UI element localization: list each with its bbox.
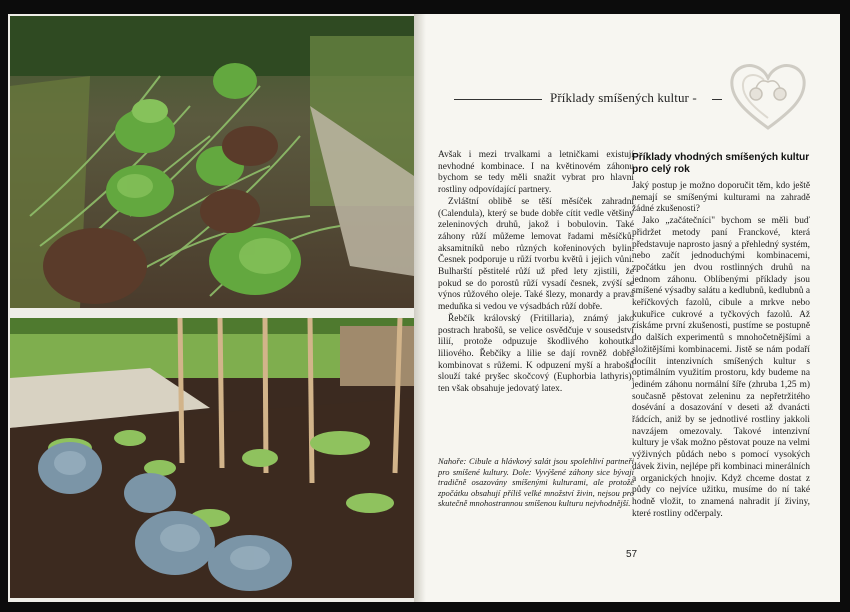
- paragraph: Avšak i mezi trvalkami a letničkami existují nevhodné kombinace. I na květinovém záhonu bychom se tedy měli snažit vybrat pro hlavní rostliny odpovídající partnery.: [438, 150, 634, 196]
- section-title-dash: -: [692, 90, 697, 105]
- header-rule-left: [454, 99, 542, 100]
- paragraph: Řebčík královský (Fritillaria), známý jako postrach hrabošů, se velice osvědčuje v sousedství lilií, protože odpuzuje škodlivého kohoutka liliového. Řebčíky a lilie se dají rovněž dobře kombinovat s růžemi. K odpuzení myší a hrabošů slouží také pryšec skočcový (Euphorbia lathyris), ten však obsahuje jedovatý latex.: [438, 313, 634, 395]
- paragraph: Zvláštní oblibě se těší měsíček zahradní (Calendula), který se bude dobře cítit vedle většiny zeleninových druhů, jakož i bobulovin. Také záhony růží můžeme lemovat řadami měsíčků, aksamitníků nebo různých kořeninových bylin. Česnek podporuje u růží tvorbu květů i jejich vůni. Bulharští pěstitelé růží už před lety zjistili, že pokud se do porostů růží vysadí česnek, zvýší se výnos růžového oleje. Také šlezy, monardy a pravá meduňka si vedou ve výsadbách růží dobře.: [438, 196, 634, 313]
- text-column-right: [632, 152, 810, 520]
- photo-caption: Nahoře: Cibule a hlávkový salát jsou spolehliví partneři pro smíšené kultury. Dole: Vyvýšené záhony sice bývají tradičně osazovány smíšenými kulturami, ale protože zpočátku obsahují příliš velké množství živin, nejsou pro skutečně mnohostrannou smíšenou kulturu nejvhodnější.: [438, 456, 634, 509]
- book-gutter: [414, 14, 426, 602]
- text-column-left: [438, 150, 634, 396]
- paragraph: Jaký postup je možno doporučit těm, kdo ještě nemají se smíšenými kulturami na zahradě žádné zkušenosti?: [632, 181, 810, 215]
- paragraph: Jako „začátečníci" bychom se měli buď přidržet metody paní Franckové, která představuje naprosto jasný a přehledný systém, nebo začít jednoduchými kombinacemi, zpočátku jen dvou rostlinných druhů na jednom záhonu. Oblíbenými příklady jsou smíšené výsadby salátu a kedlubnů, kedlubnů a keříčkových fazolů, cibule a mrkve nebo kukuřice cukrové a tyčkových fazolů. Až získáme první zkušenosti, pustíme se postupně do dalších experimentů s mnohočetnějšími a složitějšími kombinacemi. Jistě se nám podaří docílit intenzivních smíšených kultur s optimálním využitím prostoru, kdy budeme na jediném záhonu normální šíře (zhruba 1,25 m) současně pěstovat zeleninu za nepřetržitého dosévání a dosazování v deseti až dvanácti řádcích, aniž by se jednotlivé rostliny jakkoli navzájem omezovaly. Takové intenzivní kultury je však možno pěstovat pouze na velmi výživných půdách nebo s pomocí vysokých dávek živin, nejlépe při kombinaci minerálních a organických hnojiv. Když chceme dostat z půdy co nejvíce užitku, musíme do ní také hodně vložit, to znamená nahradit jí živiny, které rostliny odčerpaly.: [632, 216, 810, 519]
- column-heading: Příklady vhodných smíšených kultur pro celý rok: [632, 152, 810, 175]
- photo-raised-bed: [10, 318, 414, 598]
- photo-onions-lettuce: [10, 16, 414, 308]
- section-title: [550, 90, 697, 106]
- section-title-text: Příklady smíšených kultur: [550, 90, 689, 105]
- header-rule-right: [712, 99, 722, 100]
- page-number: 57: [626, 549, 638, 560]
- heart-logo-icon: [726, 58, 810, 134]
